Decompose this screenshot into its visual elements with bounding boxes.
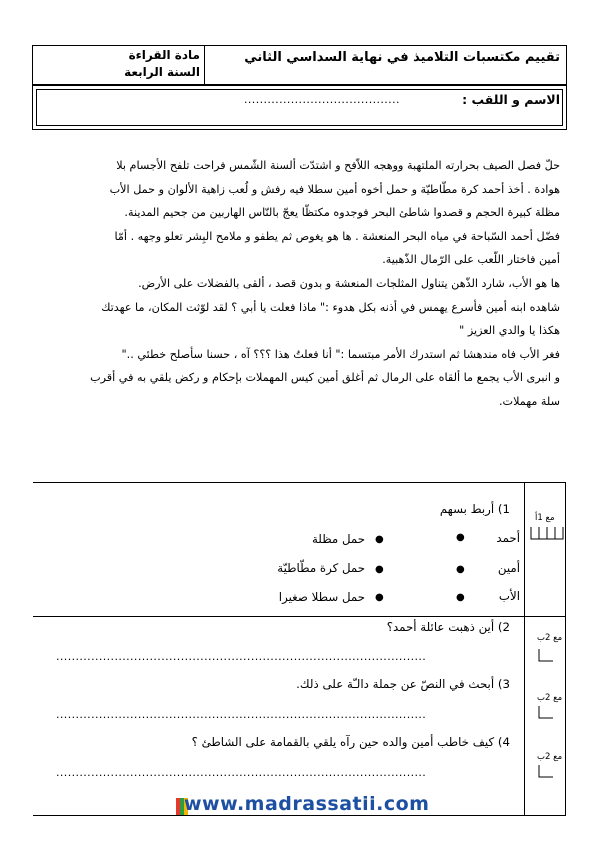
site-url[interactable]: www.madrassatii.com xyxy=(184,793,430,815)
q1-number: 1) xyxy=(497,502,510,516)
q4-question xyxy=(160,735,510,749)
q1-text: أربط بسهم xyxy=(439,502,495,516)
score-boxes-icon xyxy=(530,527,564,541)
q1-left-item[interactable]: الأب xyxy=(498,589,520,603)
q3-score-box xyxy=(538,705,554,724)
q1-left-dot[interactable]: ● xyxy=(456,592,465,603)
q1-instruction xyxy=(380,502,510,516)
score-box-icon xyxy=(538,765,554,779)
q1-left-item[interactable]: أمين xyxy=(497,561,520,575)
passage-line: هكذا يا والدي العزيز " xyxy=(459,324,560,338)
passage-line: أمين فاختار اللّعب على الرّمال الذّهبية. xyxy=(382,253,560,267)
q3-text: أبحث في النصّ عن جملة دالـّة على ذلك. xyxy=(296,677,495,691)
passage-line: حلّ فصل الصيف بحرارته الملتهبة ووهجه اللاّفح و اشتدّت ألسنة الشّمس فراحت تلفح الأجسام بلا xyxy=(116,159,560,172)
q2-question xyxy=(300,620,510,634)
header-divider xyxy=(204,45,205,85)
q2-text: أين ذهبت عائلة أحمد؟ xyxy=(386,620,495,634)
grade-column-divider xyxy=(524,482,525,816)
student-name-field[interactable]: ........................................ xyxy=(244,93,400,106)
q1-separator xyxy=(33,616,566,617)
q1-grade-label: مع 1أ xyxy=(535,513,555,523)
q1-right-item[interactable]: حمل كرة مطّاطيّة xyxy=(277,561,365,575)
q4-grade-label: مع 2ب xyxy=(537,752,563,762)
q2-answer-field[interactable]: ............................................................................................... xyxy=(56,650,427,663)
passage-line: فغر الأب فاه مندهشا ثم استدرك الأمر مبتسما :" أنا فعلتُ هذا ؟؟؟ آه ، حسنا سأصلح خطئي .." xyxy=(121,347,560,361)
passage-line: فضّل أحمد السّباحة في مياه البحر المنعشة . ها هو يغوص ثم يطفو و ملامح البِشر تعلو وجهه . أمّا xyxy=(114,229,560,243)
subject-label: مادة القراءة xyxy=(128,48,200,62)
q4-text: كيف خاطب أمين والده حين رآه يلقي بالقمامة على الشاطئ ؟ xyxy=(191,735,495,749)
grade-label: السنة الرابعة xyxy=(124,65,200,79)
q4-answer-field[interactable]: ............................................................................................... xyxy=(56,766,427,779)
reading-passage xyxy=(36,154,560,414)
q3-number: 3) xyxy=(497,677,510,691)
q1-left-dot[interactable]: ● xyxy=(456,564,465,575)
passage-line: مظلة كبيرة الحجم و قصدوا شاطئ البحر فوجدوه مكتظّا يعجّ بالنّاس الهاربين من جحيم المدينة. xyxy=(124,206,560,220)
passage-line: و انبرى الأب يجمع ما ألقاه على الرمال ثم أغلق أمين كيس المهملات بإحكام و ركض يلقي به في أقرب xyxy=(90,371,560,385)
q1-right-dot[interactable]: ● xyxy=(375,592,384,603)
q3-question xyxy=(230,677,510,691)
passage-line: شاهده ابنه أمين فأسرع يهمس في أذنه بكل هدوء :" ماذا فعلت يا أبي ؟ لقد لوّثت المكان، ما عهدتك xyxy=(101,300,560,314)
q1-score-boxes xyxy=(530,526,564,545)
q2-score-box xyxy=(538,648,554,667)
q4-number: 4) xyxy=(497,735,510,749)
q3-answer-field[interactable]: ............................................................................................... xyxy=(56,708,427,721)
q1-left-item[interactable]: أحمد xyxy=(496,531,520,545)
q1-right-dot[interactable]: ● xyxy=(375,564,384,575)
q1-left-dot[interactable]: ● xyxy=(456,532,465,543)
q1-right-item[interactable]: حمل مظلة xyxy=(311,532,365,546)
q3-grade-label: مع 2ب xyxy=(537,693,563,703)
passage-line: هوادة . أخذ أحمد كرة مطّاطيّة و حمل أخوه أمين سطلا فيه رفش و لُعب زاهية الألوان و حمل الأب xyxy=(109,182,560,196)
student-name-label: الاسم و اللقب : xyxy=(462,92,560,107)
q1-right-dot[interactable]: ● xyxy=(375,534,384,545)
score-box-icon xyxy=(538,649,554,663)
q2-number: 2) xyxy=(497,620,510,634)
assessment-title: تقييم مكتسبات التلاميذ في نهاية السداسي الثاني xyxy=(244,50,560,65)
passage-line: سلة مهملات. xyxy=(498,394,560,408)
q4-score-box xyxy=(538,764,554,783)
passage-line: ها هو الأب، شارد الذّهن يتناول المثلجات المنعشة و بدون قصد ، ألقى بالفضلات على الأرض. xyxy=(138,276,560,290)
q2-grade-label: مع 2ب xyxy=(537,633,563,643)
q1-right-item[interactable]: حمل سطلا صغيرا xyxy=(278,590,365,604)
score-box-icon xyxy=(538,706,554,720)
